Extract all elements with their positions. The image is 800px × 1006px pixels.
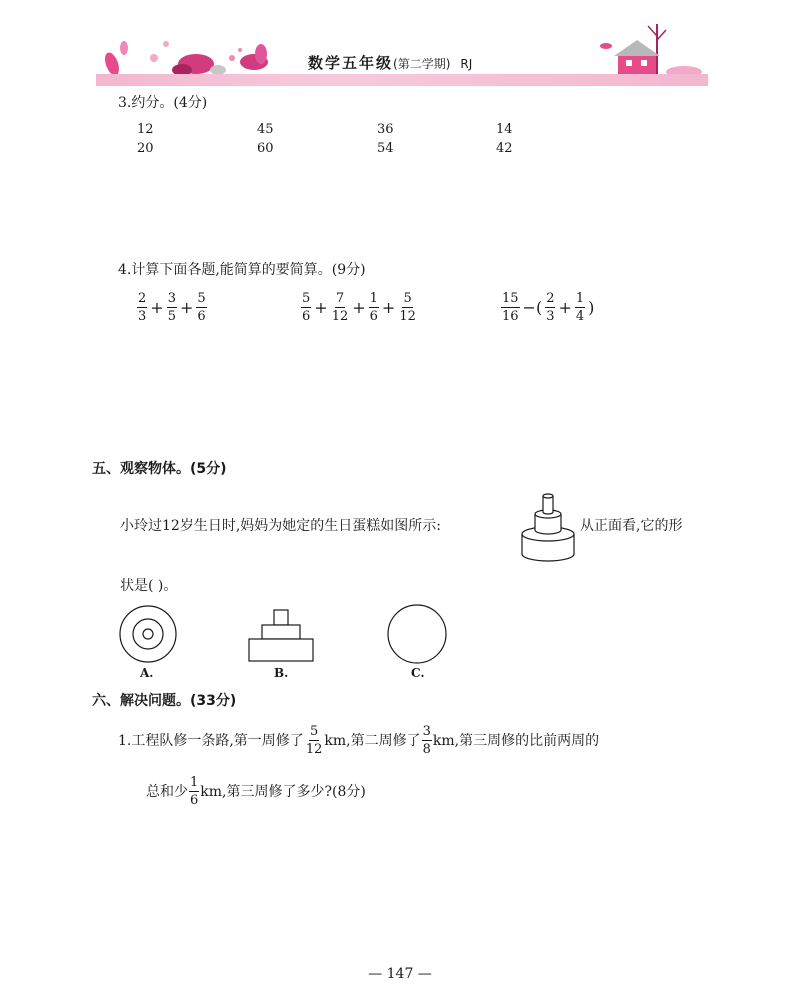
fraction-denominator: 12 (305, 742, 323, 757)
fraction-numerator: 1 (190, 775, 199, 790)
fraction-numerator: 1 (369, 291, 378, 306)
fraction-denominator: 6 (197, 309, 206, 324)
operator: + (314, 298, 328, 317)
flower-decoration-left (102, 41, 268, 77)
section-5-text-after: 从正面看,它的形 (580, 518, 683, 534)
option-c-label: C. (411, 666, 425, 680)
fraction-numerator: 5 (197, 291, 206, 306)
header-title-main: 数学五年级 (308, 54, 394, 72)
header-edition: RJ (460, 57, 473, 71)
problem-1-text-e: km,第三周修了多少?(8分) (200, 783, 366, 800)
fraction (422, 724, 432, 757)
problem-1-line-2 (146, 775, 366, 808)
problem-1-line-1 (118, 724, 599, 757)
fraction (398, 291, 417, 324)
fraction-numerator: 45 (257, 122, 274, 137)
fraction-numerator: 2 (138, 291, 147, 306)
problem-1-text-b: km,第二周修了 (324, 732, 421, 749)
q4-expression-3 (500, 291, 596, 324)
fraction-numerator: 5 (309, 724, 319, 739)
fraction-numerator: 7 (335, 291, 345, 306)
q3-title: 3.约分。(4分) (118, 95, 208, 111)
fraction-denominator: 12 (331, 309, 349, 324)
operator: ) (588, 298, 595, 317)
operator: + (179, 298, 194, 317)
option-c-figure (384, 604, 450, 666)
operator: + (150, 298, 164, 317)
fraction (575, 291, 585, 324)
option-a-figure (114, 604, 182, 666)
fraction-denominator: 54 (377, 141, 394, 156)
operator: + (381, 298, 396, 317)
fraction-denominator: 3 (546, 309, 555, 324)
q3-fraction-3 (377, 120, 394, 158)
q4-title: 4.计算下面各题,能简算的要简算。(9分) (118, 262, 366, 278)
fraction (369, 291, 379, 324)
page-number: — 147 — (368, 966, 432, 982)
fraction (305, 724, 324, 757)
section-6-title: 六、解决问题。(33分) (92, 693, 237, 709)
fraction (501, 291, 520, 324)
problem-1-text-a: 1.工程队修一条路,第一周修了 (118, 732, 304, 749)
fraction-denominator: 4 (575, 309, 585, 324)
fraction-numerator: 3 (422, 724, 431, 739)
section-5-text-before: 小玲过12岁生日时,妈妈为她定的生日蛋糕如图所示: (120, 518, 441, 534)
fraction-denominator: 42 (496, 141, 513, 156)
fraction-denominator: 20 (137, 141, 154, 156)
operator: + (558, 298, 572, 317)
operator: −( (522, 298, 543, 317)
fraction-numerator: 5 (403, 291, 412, 306)
header-title-sub: (第二学期) (393, 57, 451, 71)
fraction-numerator: 36 (377, 122, 394, 137)
option-b-label: B. (274, 666, 289, 680)
fraction (167, 291, 177, 324)
header-title (308, 52, 472, 73)
fraction (545, 291, 555, 324)
fraction-denominator: 6 (302, 309, 311, 324)
q4-expression-1 (136, 291, 208, 324)
fraction-numerator: 5 (302, 291, 311, 306)
fraction-denominator: 6 (369, 309, 378, 324)
fraction-numerator: 1 (575, 291, 585, 306)
fraction-numerator: 2 (546, 291, 555, 306)
option-a-label: A. (140, 666, 154, 680)
cake-figure (518, 490, 578, 564)
fraction-denominator: 60 (257, 141, 274, 156)
fraction-denominator: 5 (167, 309, 176, 324)
operator: + (352, 298, 366, 317)
fraction (301, 291, 311, 324)
q3-fraction-2 (257, 120, 274, 158)
section-5-text-line2: 状是( )。 (120, 578, 178, 594)
problem-1-text-c: km,第三周修的比前两周的 (432, 732, 600, 749)
house-tree-decoration (600, 24, 702, 78)
cake-candle (543, 494, 553, 514)
fraction (189, 775, 199, 808)
fraction-numerator: 14 (496, 122, 513, 137)
q4-expression-2 (300, 291, 418, 324)
fraction-denominator: 12 (399, 309, 416, 324)
fraction-denominator: 6 (190, 793, 199, 808)
fraction-denominator: 16 (502, 309, 519, 324)
page-header (96, 14, 708, 88)
fraction-numerator: 12 (137, 122, 154, 137)
fraction-numerator: 15 (502, 291, 519, 306)
option-b-figure (245, 606, 317, 666)
q3-fraction-4 (496, 120, 513, 158)
problem-1-text-d: 总和少 (146, 783, 188, 800)
header-band (96, 74, 708, 86)
fraction-denominator: 8 (422, 742, 431, 757)
fraction (331, 291, 350, 324)
fraction (137, 291, 147, 324)
fraction (196, 291, 206, 324)
fraction-denominator: 3 (138, 309, 147, 324)
q3-fraction-1 (137, 120, 154, 158)
section-5-title: 五、观察物体。(5分) (92, 461, 227, 477)
fraction-numerator: 3 (167, 291, 176, 306)
